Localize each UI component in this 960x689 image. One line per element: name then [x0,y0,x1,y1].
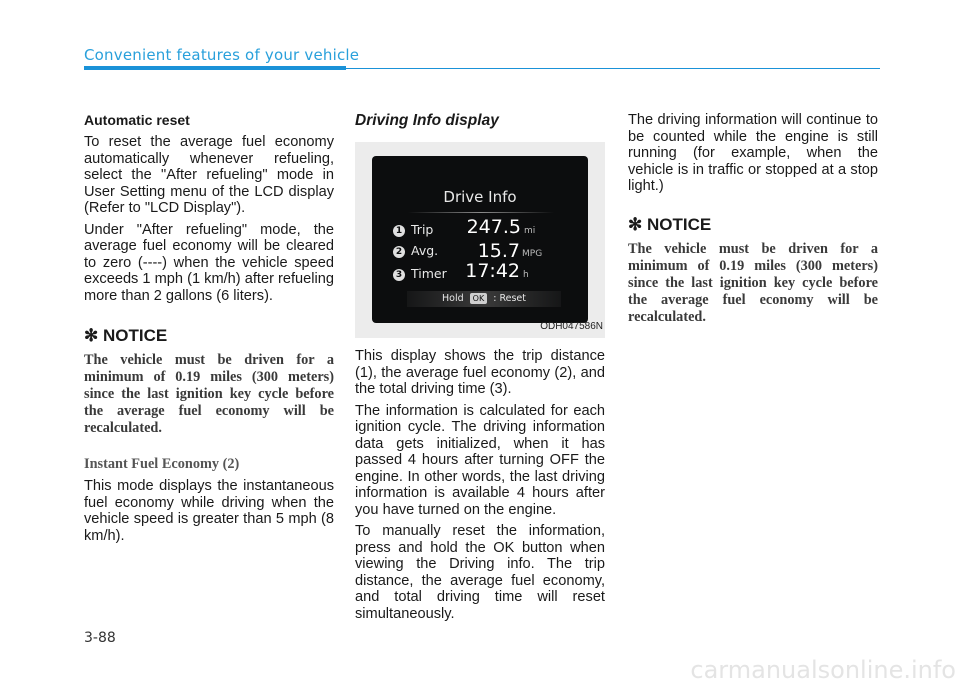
hold-label: Hold [441,293,464,304]
avg-unit: MPG [522,249,543,259]
trip-value: 247.5 [466,216,521,238]
column-middle [355,112,605,627]
notice-title: NOTICE [102,326,168,345]
hold-reset-hint [407,291,561,307]
watermark: carmanualsonline.info [690,656,956,684]
automatic-reset-para-1: To reset the average fuel economy automatically whenever refueling, select the "After refueling" mode in User Setting menu of the LCD display (Refer to "LCD Display"). [84,134,334,216]
drive-info-figure [355,142,605,338]
column-left [84,112,334,549]
page-number: 3-88 [84,630,116,646]
cluster-display [372,156,588,323]
driving-info-para-1: This display shows the trip distance (1), the average fuel economy (2), and the total driving time (3). [355,348,605,397]
instant-fuel-economy-heading: Instant Fuel Economy (2) [84,456,240,472]
callout-1: 1 [393,225,405,237]
timer-label: Timer [411,266,447,281]
trip-unit: mi [524,226,536,236]
notice-star-icon: ✻ [628,214,643,234]
reset-label: : Reset [493,293,526,304]
notice-heading [84,326,334,346]
automatic-reset-heading: Automatic reset [84,112,190,128]
callout-2: 2 [393,246,405,258]
header-rule [346,68,880,70]
display-title: Drive Info [443,188,517,206]
avg-label: Avg. [411,243,439,258]
figure-caption: ODH047586N [540,321,603,332]
notice-text: The vehicle must be driven for a minimum of 0.19 miles (300 meters) since the last ignition key cycle before the average fuel economy will be recalculated. [84,352,334,436]
header-title: Convenient features of your vehicle [84,46,360,64]
column-right [628,112,878,326]
driving-info-para-2: The information is calculated for each ignition cycle. The driving information data gets initialized, when it has passed 4 hours after turning OFF the engine. In other words, the last driving information is available 4 hours after you have turned on the engine. [355,402,605,518]
instant-fuel-economy-para: This mode displays the instantaneous fuel economy while driving when the vehicle speed is greater than 5 mph (8 km/h). [84,478,334,544]
header-accent-bar [84,66,346,70]
display-divider [408,212,554,213]
timer-value: 17:42 [465,260,520,282]
notice-star-icon: ✻ [84,326,99,345]
driving-info-para-3: To manually reset the information, press and hold the OK button when viewing the Driving info. The trip distance, the average fuel economy, and total driving time will reset simultaneously. [355,523,605,622]
continuation-para: The driving information will continue to be counted while the engine is still running (for example, when the vehicle is in traffic or stopped at a stop light.) [628,112,878,194]
automatic-reset-para-2: Under "After refueling" mode, the average fuel economy will be cleared to zero (----) when the vehicle speed exceeds 1 mph (1 km/h) after refueling more than 2 gallons (6 liters). [84,221,334,304]
timer-unit: h [523,270,529,280]
callout-3: 3 [393,269,405,281]
ok-button-badge: OK [470,293,488,304]
notice-title-2: NOTICE [646,214,712,234]
trip-label: Trip [411,222,434,237]
notice-text-2: The vehicle must be driven for a minimum of 0.19 miles (300 meters) since the last ignition key cycle before the average fuel economy will be recalculated. [628,240,878,325]
notice-heading-2 [628,215,878,235]
driving-info-title: Driving Info display [355,112,499,129]
avg-value: 15.7 [477,240,520,262]
timer-row [372,260,588,288]
